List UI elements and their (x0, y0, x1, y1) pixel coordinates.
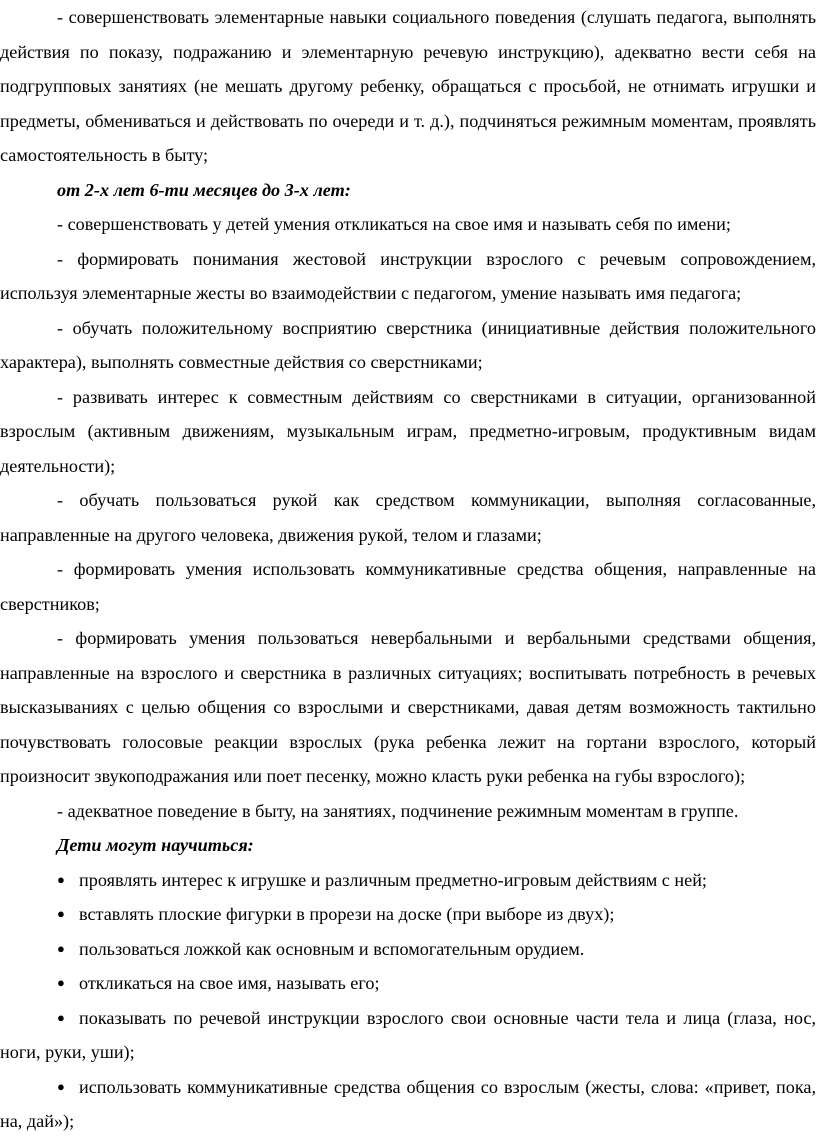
bullet-icon: ● (57, 975, 65, 990)
bullet-text: пользоваться ложкой как основным и вспомогательным орудием. (79, 938, 585, 959)
paragraph-gesture-instruction: - формировать понимания жестовой инструкции взрослого с речевым сопровождением, используя элементарные жесты во взаимодействии с педагогом, умение называть имя педагога; (0, 248, 816, 303)
bullet-text: использовать коммуникативные средства общения со взрослым (жесты, слова: «привет, пока, на, дай»); (0, 1076, 816, 1131)
bullet-item (0, 932, 816, 967)
paragraph-hand-communication: - обучать пользоваться рукой как средством коммуникации, выполняя согласованные, направленные на другого человека, движения рукой, телом и глазами; (0, 490, 816, 545)
bullet-text: показывать по речевой инструкции взрослого свои основные части тела и лица (глаза, нос, ноги, руки, уши); (0, 1007, 816, 1062)
paragraph-joint-activities: - развивать интерес к совместным действиям со сверстниками в ситуации, организованной взрослым (активным движениям, музыкальным играм, предметно-игровым, продуктивным видам деятельности); (0, 386, 816, 476)
bullet-icon: ● (57, 1009, 65, 1025)
bullet-item (0, 966, 816, 1001)
age-section-heading: от 2-х лет 6-ти месяцев до 3-х лет: (57, 179, 351, 200)
paragraph-name-response: - совершенствовать у детей умения откликаться на свое имя и называть себя по имени; (57, 214, 731, 234)
paragraph-adequate-behavior: - адекватное поведение в быту, на занятиях, подчинение режимным моментам в группе. (57, 800, 739, 821)
bullet-text: вставлять плоские фигурки в прорези на доске (при выборе из двух); (79, 904, 615, 924)
paragraph-social-behavior: - совершенствовать элементарные навыки социального поведения (слушать педагога, выполнять действия по показу, подражанию и элементарную речевую инструкцию), адекватно вести себя на подгрупповых занятиях (не мешать другому ребенку, обращаться с просьбой, не отнимать игрушки и предметы, обмениваться и действовать по очереди и т. д.), подчиняться режимным моментам, проявлять самостоятельность в быту; (0, 7, 816, 165)
bullet-text: проявлять интерес к игрушке и различным предметно-игровым действиям с ней; (79, 869, 707, 890)
bullet-text: откликаться на свое имя, называть его; (79, 973, 380, 993)
can-learn-heading: Дети могут научиться: (57, 835, 254, 855)
paragraph-verbal-nonverbal: - формировать умения пользоваться невербальными и вербальными средствами общения, направленные на взрослого и сверстника в различных ситуациях; воспитывать потребность в речевых высказываниях с целью общения со взрослыми и сверстниками, давая детям возможность тактильно почувствовать голосовые реакции взрослых (рука ребенка лежит на гортани взрослого, который произносит звукоподражания или поет песенку, можно класть руки ребенка на губы взрослого); (0, 628, 816, 786)
paragraph-peer-perception: - обучать положительному восприятию сверстника (инициативные действия положительного характера), выполнять совместные действия со сверстниками; (0, 317, 816, 372)
bullet-item (0, 1070, 816, 1138)
bullet-item (0, 897, 816, 932)
bullet-icon: ● (57, 1078, 65, 1094)
bullet-icon: ● (57, 871, 65, 887)
bullet-item (0, 863, 816, 898)
paragraph-peer-communication: - формировать умения использовать коммуникативные средства общения, направленные на сверстников; (0, 559, 816, 614)
bullet-item (0, 1001, 816, 1070)
bullet-icon: ● (57, 940, 65, 956)
bullet-icon: ● (57, 906, 65, 921)
